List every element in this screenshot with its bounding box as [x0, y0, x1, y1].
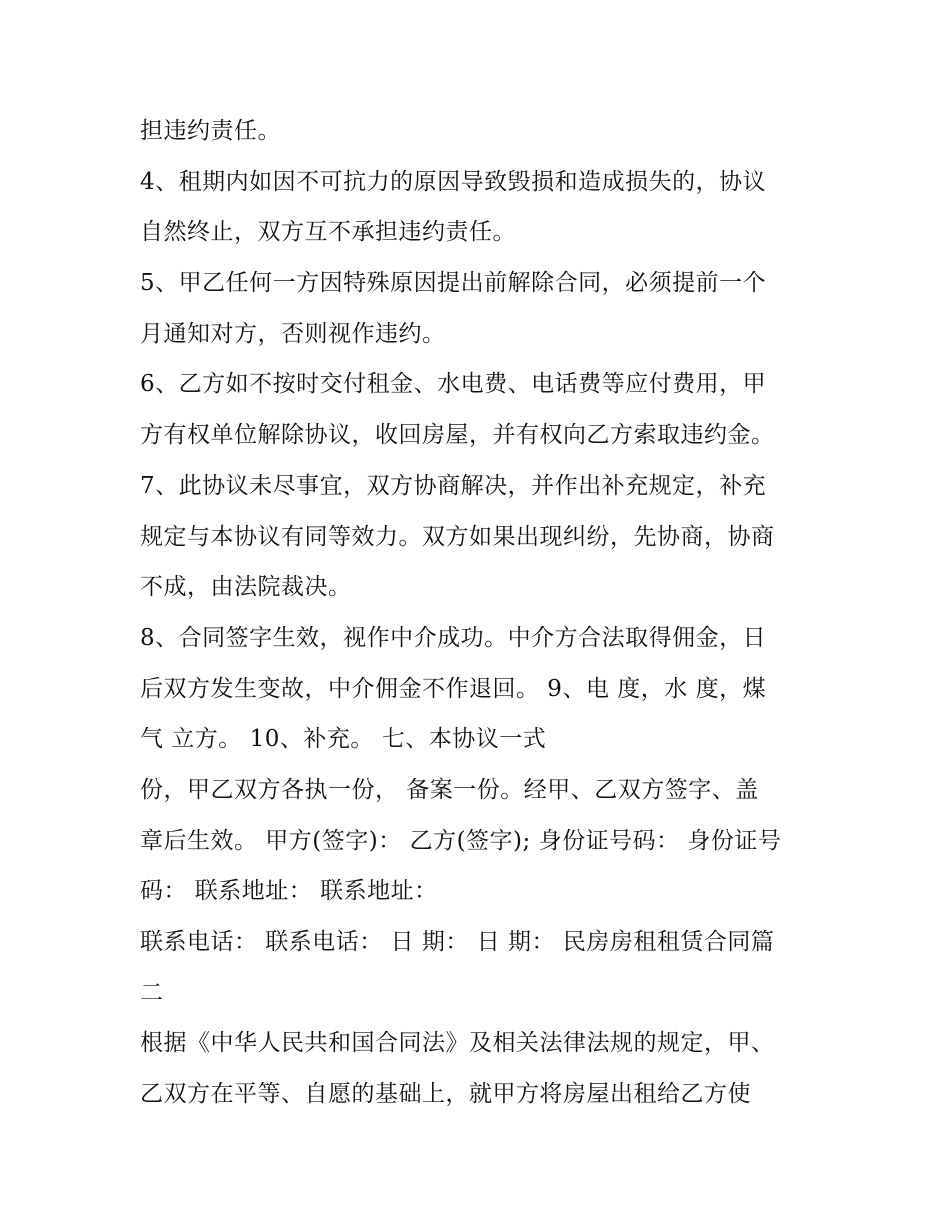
text-line: 自然终止，双方互不承担违约责任。 — [140, 219, 516, 246]
text-line: 不成，由法院裁决。 — [140, 574, 352, 601]
text-line: 乙双方在平等、自愿的基础上，就甲方将房屋出租给乙方使 — [140, 1081, 751, 1108]
text-line: 5、甲乙任何一方因特殊原因提出前解除合同，必须提前一个 — [140, 270, 767, 297]
text-line: 月通知对方，否则视作违约。 — [140, 320, 446, 347]
text-line: 气 立方。 10、补充。 七、本协议一式 — [140, 726, 547, 753]
text-line: 后双方发生变故，中介佣金不作退回。 9、电 度，水 度，煤 — [140, 675, 767, 702]
text-line: 联系电话： 联系电话： 日 期： 日 期： 民房房租租赁合同篇 — [140, 929, 775, 955]
text-line: 份，甲乙双方各执一份， 备案一份。经甲、乙双方签字、盖 — [140, 776, 759, 803]
text-line: 4、租期内如因不可抗力的原因导致毁损和造成损失的，协议 — [140, 168, 767, 195]
text-line: 二 — [140, 979, 164, 1006]
text-line: 6、乙方如不按时交付租金、水电费、电话费等应付费用，甲 — [140, 371, 767, 398]
text-line: 根据《中华人民共和国合同法》及相关法律法规的规定，甲、 — [140, 1030, 775, 1057]
text-line: 8、合同签字生效，视作中介成功。中介方合法取得佣金，日 — [140, 624, 767, 651]
document-body — [140, 106, 820, 1120]
text-line: 方有权单位解除协议，收回房屋，并有权向乙方索取违约金。 — [140, 422, 775, 449]
text-line: 码： 联系地址： 联系地址： — [140, 878, 438, 905]
text-line: 担违约责任。 — [140, 118, 281, 144]
text-line: 章后生效。 甲方(签字)： 乙方(签字); 身份证号码： 身份证号 — [140, 827, 782, 854]
text-line: 规定与本协议有同等效力。双方如果出现纠纷，先协商，协商 — [140, 523, 775, 550]
text-line: 7、此协议未尽事宜，双方协商解决，并作出补充规定，补充 — [140, 472, 767, 499]
